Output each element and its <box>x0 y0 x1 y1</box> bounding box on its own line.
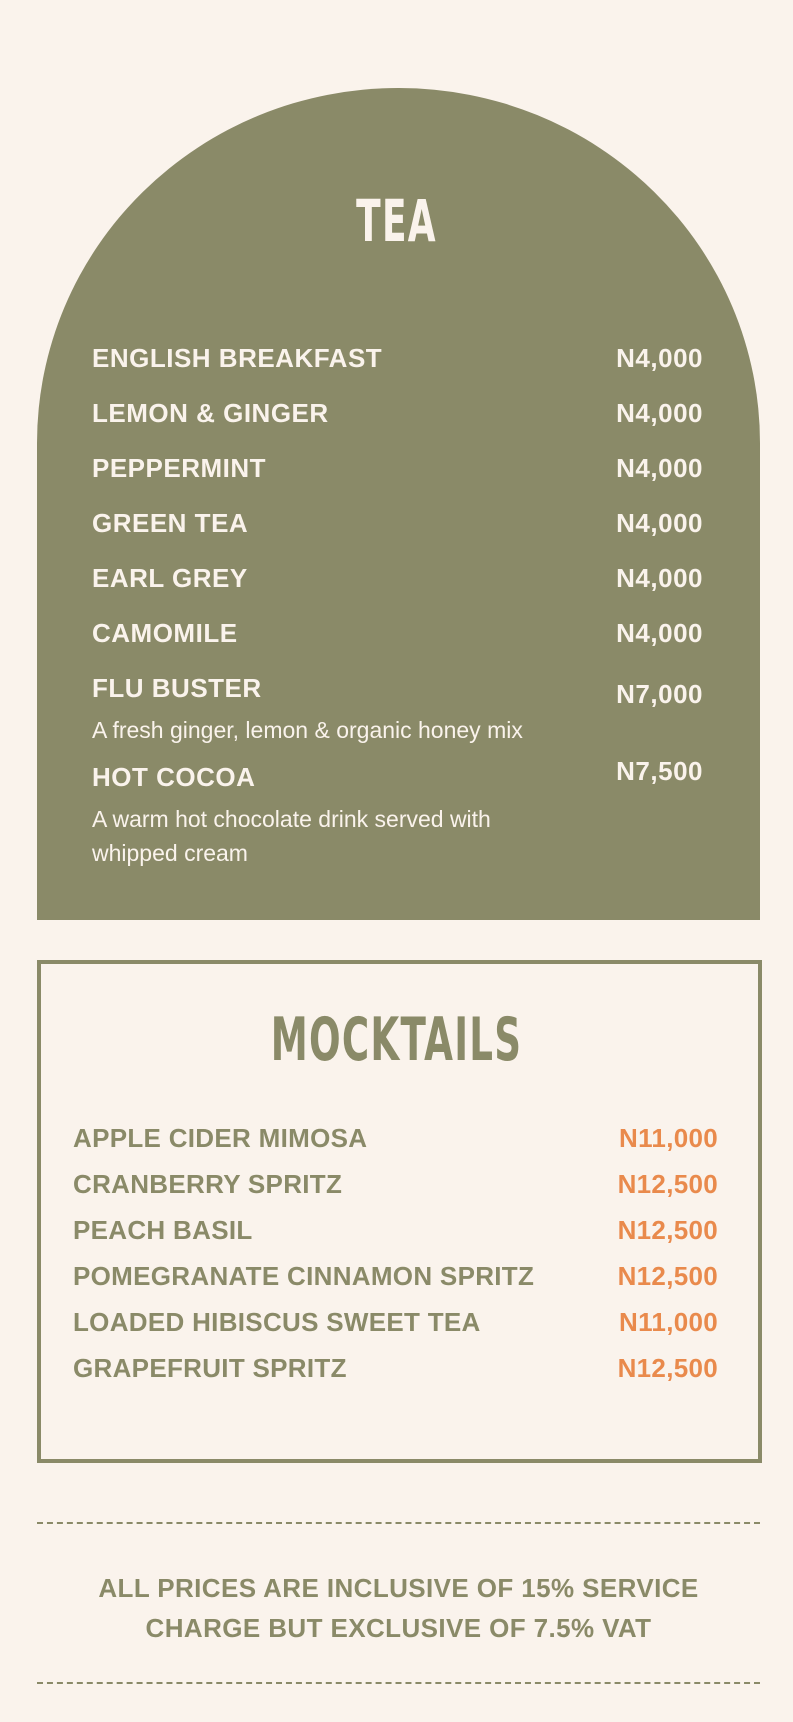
tea-item-price: N4,000 <box>616 508 703 538</box>
tea-item-name: FLU BUSTER <box>92 673 262 703</box>
mocktail-item-price: N12,500 <box>617 1215 718 1245</box>
pricing-note-line1: ALL PRICES ARE INCLUSIVE OF 15% SERVICE <box>98 1573 699 1603</box>
tea-item-name: GREEN TEA <box>92 508 249 538</box>
tea-item-name: CAMOMILE <box>92 618 238 648</box>
mocktail-item-price: N12,500 <box>617 1169 718 1199</box>
tea-item-name: EARL GREY <box>92 563 248 593</box>
mocktail-item-name: CRANBERRY SPRITZ <box>73 1169 343 1199</box>
tea-item-price: N4,000 <box>616 343 703 373</box>
tea-item-description: A fresh ginger, lemon & organic honey mix <box>92 717 523 743</box>
mocktail-item-name: LOADED HIBISCUS SWEET TEA <box>73 1307 481 1337</box>
mocktail-item-price: N12,500 <box>617 1353 718 1383</box>
mocktail-item-name: POMEGRANATE CINNAMON SPRITZ <box>73 1261 535 1291</box>
divider-dashed-bottom <box>37 1682 760 1684</box>
mocktail-item-price: N12,500 <box>617 1261 718 1291</box>
mocktail-item-name: APPLE CIDER MIMOSA <box>73 1123 368 1153</box>
divider-dashed-top <box>37 1522 760 1524</box>
pricing-note-line2: CHARGE BUT EXCLUSIVE OF 7.5% VAT <box>145 1613 652 1643</box>
pricing-note <box>37 1568 760 1648</box>
tea-item-price: N7,000 <box>616 679 703 709</box>
mocktails-section-title: MOCKTAILS <box>270 1005 523 1075</box>
tea-item-price: N4,000 <box>616 618 703 648</box>
mocktail-item-name: GRAPEFRUIT SPRITZ <box>73 1353 347 1383</box>
tea-item-name: HOT COCOA <box>92 762 256 792</box>
tea-item-description: A warm hot chocolate drink served with whipped cream <box>92 806 491 866</box>
tea-section-title: TEA <box>356 187 437 255</box>
tea-item-price: N4,000 <box>616 398 703 428</box>
tea-item-price: N7,500 <box>616 756 703 786</box>
tea-item-name: PEPPERMINT <box>92 453 267 483</box>
mocktail-item-price: N11,000 <box>619 1307 718 1337</box>
mocktail-item-name: PEACH BASIL <box>73 1215 253 1245</box>
tea-item-price: N4,000 <box>616 453 703 483</box>
mocktail-item-price: N11,000 <box>619 1123 718 1153</box>
tea-item-price: N4,000 <box>616 563 703 593</box>
tea-item-name: ENGLISH BREAKFAST <box>92 343 383 373</box>
tea-item-name: LEMON & GINGER <box>92 398 329 428</box>
